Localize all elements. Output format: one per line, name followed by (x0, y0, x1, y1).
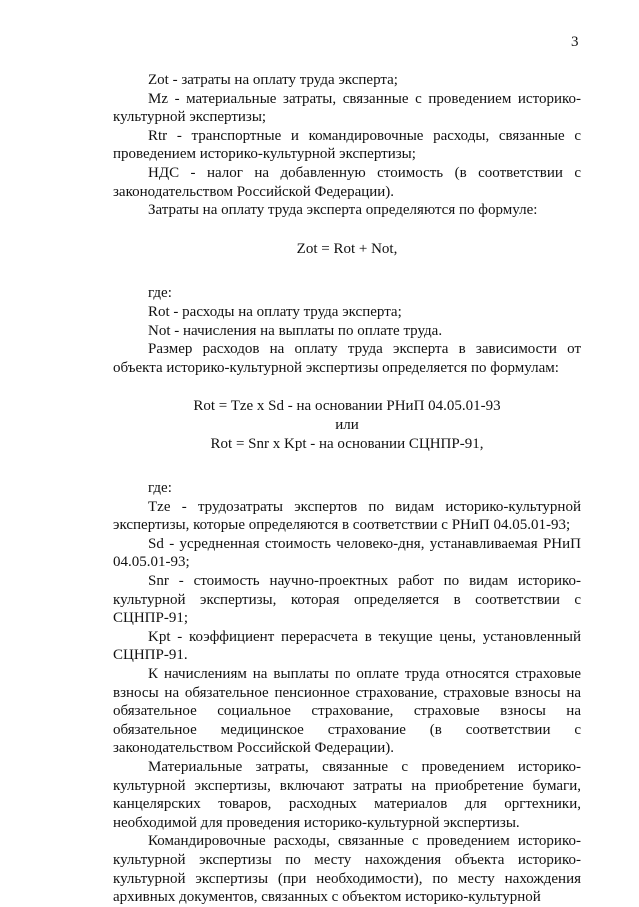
paragraph-travel-costs: Командировочные расходы, связанные с проведением историко-культурной экспертизы по месту нахождения объекта историко-культурной экспертизы (при необходимости), по месту нахождения архивных документов, связанных с объектом историко-культурной (113, 833, 581, 906)
page-number: 3 (571, 34, 579, 50)
paragraph-formula-intro: Затраты на оплату труда эксперта определяются по формуле: (148, 202, 538, 219)
formula-or: или (335, 416, 359, 433)
where-label-1: где: (148, 285, 172, 302)
where-label-2: где: (148, 480, 172, 497)
formula-zot: Zot = Rot + Not, (296, 240, 398, 257)
paragraph-vat: НДС - налог на добавленную стоимость (в соответствии с законодательством Российской Федерации). (113, 164, 581, 200)
formula-rot-scnpr: Rot = Snr x Kpt - на основании СЦНПР-91, (210, 435, 484, 452)
paragraph-zot: Zot - затраты на оплату труда эксперта; (148, 72, 398, 88)
paragraph-insurance: К начислениям на выплаты по оплате труда относятся страховые взносы на обязательное пенсионное страхование, страховые взносы на обязательное социальное страхование, страховые взносы на обязательное медицинское страхование (в соответствии с законодательством Российской Федерации). (113, 666, 581, 757)
paragraph-tze: Tze - трудозатраты экспертов по видам историко-культурной экспертизы, которые определяются в соответствии с РНиП 04.05.01-93; (113, 498, 581, 534)
paragraph-snr: Snr - стоимость научно-проектных работ по видам историко-культурной экспертизы, которая определяется в соответствии с СЦНПР-91; (113, 573, 581, 627)
paragraph-mz: Mz - материальные затраты, связанные с проведением историко-культурной экспертизы; (113, 90, 581, 126)
paragraph-kpt: Kpt - коэффициент перерасчета в текущие цены, установленный СЦНПР-91. (113, 628, 581, 664)
paragraph-rot: Rot - расходы на оплату труда эксперта; (148, 303, 402, 320)
document-body (113, 71, 581, 907)
paragraph-material-costs: Материальные затраты, связанные с проведением историко-культурной экспертизы, включают затраты на приобретение бумаги, канцелярских товаров, расходных материалов для оргтехники, необходимой для проведения историко-культурной экспертизы. (113, 759, 581, 831)
paragraph-sd: Sd - усредненная стоимость человеко-дня, устанавливаемая РНиП 04.05.01-93; (113, 535, 581, 571)
formula-rot-rnip: Rot = Tze x Sd - на основании РНиП 04.05.01-93 (193, 398, 501, 415)
paragraph-not: Not - начисления на выплаты по оплате труда. (148, 322, 443, 339)
paragraph-rtr: Rtr - транспортные и командировочные расходы, связанные с проведением историко-культурной экспертизы; (113, 127, 581, 163)
paragraph-rot-size: Размер расходов на оплату труда эксперта в зависимости от объекта историко-культурной экспертизы определяется по формулам: (113, 341, 581, 376)
